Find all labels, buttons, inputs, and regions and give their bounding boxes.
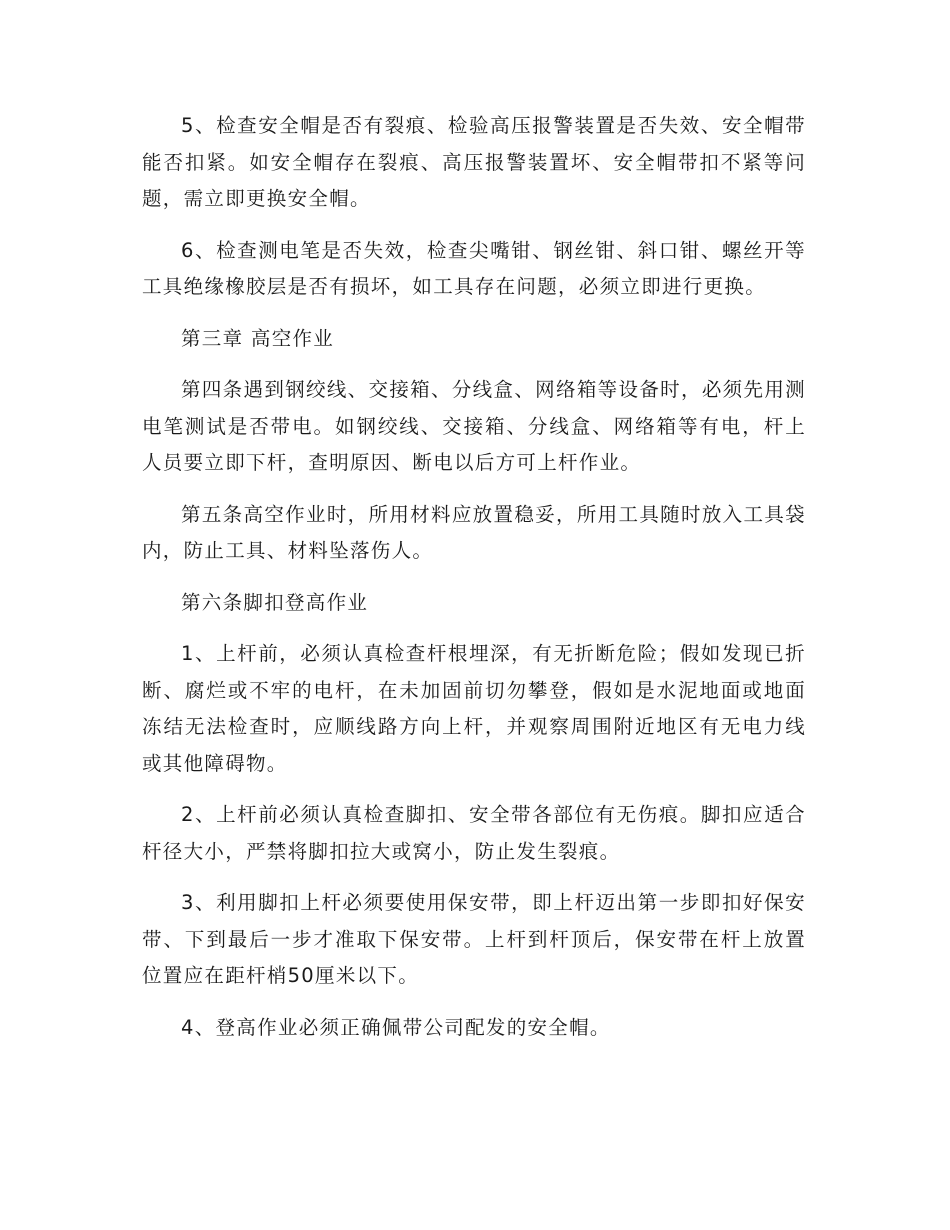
article-5: 第五条高空作业时，所用材料应放置稳妥，所用工具随时放入工具袋内，防止工具、材料坠落伤人。 xyxy=(142,502,806,562)
article-4: 第四条遇到钢绞线、交接箱、分线盒、网络箱等设备时，必须先用测电笔测试是否带电。如钢绞线、交接箱、分线盒、网络箱等有电，杆上人员要立即下杆，查明原因、断电以后方可上杆作业。 xyxy=(142,378,806,474)
article-6-item-2: 2、上杆前必须认真检查脚扣、安全带各部位有无伤痕。脚扣应适合杆径大小，严禁将脚扣拉大或窝小，防止发生裂痕。 xyxy=(142,803,806,863)
article-6-item-1: 1、上杆前，必须认真检查杆根埋深，有无折断危险；假如发现已折断、腐烂或不牢的电杆，在未加固前切勿攀登，假如是水泥地面或地面冻结无法检查时，应顺线路方向上杆，并观察周围附近地区有无电力线或其他障碍物。 xyxy=(142,642,806,775)
article-6-item-3: 3、利用脚扣上杆必须要使用保安带，即上杆迈出第一步即扣好保安带、下到最后一步才准取下保安带。上杆到杆顶后，保安带在杆上放置位置应在距杆梢50厘米以下。 xyxy=(142,891,806,987)
article-6-item-4: 4、登高作业必须正确佩带公司配发的安全帽。 xyxy=(181,1015,611,1039)
document-page xyxy=(142,108,806,1061)
article-6-heading: 第六条脚扣登高作业 xyxy=(181,590,369,614)
chapter-heading: 第三章 高空作业 xyxy=(181,326,335,350)
paragraph-item-5: 5、检查安全帽是否有裂痕、检验高压报警装置是否失效、安全帽带能否扣紧。如安全帽存在裂痕、高压报警装置坏、安全帽带扣不紧等问题，需立即更换安全帽。 xyxy=(142,114,806,210)
paragraph-item-6: 6、检查测电笔是否失效，检查尖嘴钳、钢丝钳、斜口钳、螺丝开等工具绝缘橡胶层是否有损坏，如工具存在问题，必须立即进行更换。 xyxy=(142,238,806,298)
